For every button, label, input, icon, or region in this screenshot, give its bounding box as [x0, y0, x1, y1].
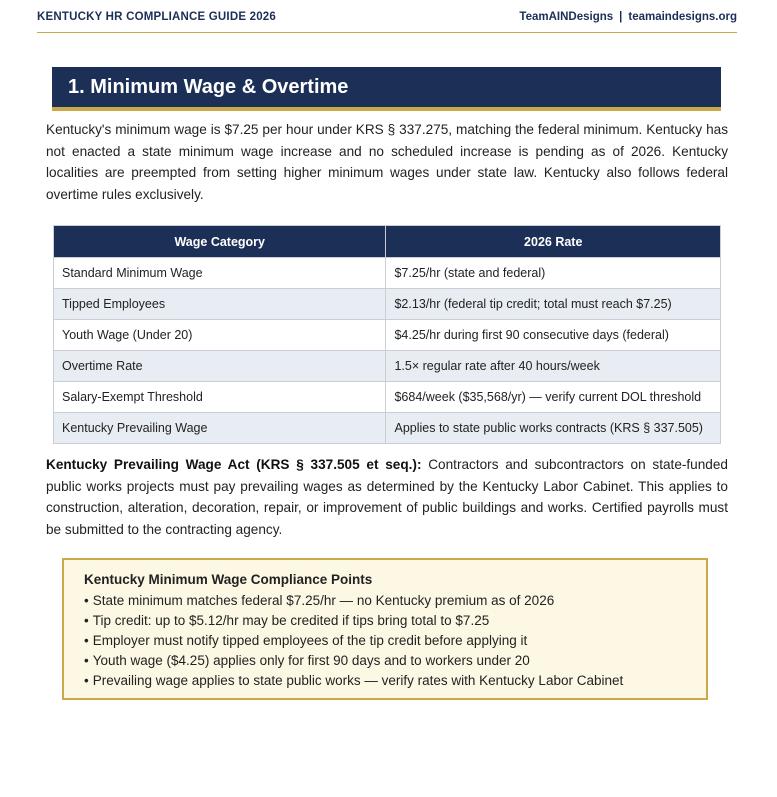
site-link[interactable]: teamaindesigns.org	[628, 11, 737, 23]
section-title: 1. Minimum Wage & Overtime	[68, 76, 349, 98]
prevailing-wage-paragraph	[46, 454, 728, 540]
bullet-icon: •	[84, 633, 89, 648]
table-cell-category: Overtime Rate	[54, 351, 386, 382]
list-item	[84, 651, 623, 671]
table-cell-rate: $2.13/hr (federal tip credit; total must reach $7.25)	[386, 289, 721, 320]
brand-name: TeamAINDesigns	[519, 11, 614, 23]
callout-list	[84, 591, 623, 691]
table-cell-category: Salary-Exempt Threshold	[54, 382, 386, 413]
page-header	[37, 10, 737, 33]
table-cell-rate: $7.25/hr (state and federal)	[386, 258, 721, 289]
list-item	[84, 591, 623, 611]
intro-paragraph: Kentucky's minimum wage is $7.25 per hour under KRS § 337.275, matching the federal minimum. Kentucky has not enacted a state minimum wage increase and no scheduled increase is pending as of 2026. Kentucky localities are preempted from setting higher minimum wages under state law. Kentucky also follows federal overtime rules exclusively.	[46, 122, 728, 202]
column-header-category: Wage Category	[54, 226, 386, 258]
compliance-callout-box	[62, 558, 708, 700]
document-title: KENTUCKY HR COMPLIANCE GUIDE 2026	[37, 11, 276, 23]
list-item-text: Prevailing wage applies to state public works — verify rates with Kentucky Labor Cabinet	[92, 673, 624, 688]
bullet-icon: •	[84, 593, 89, 608]
prevailing-wage-body: Contractors and subcontractors on state-funded public works projects must pay prevailing wages as determined by the Kentucky Labor Cabinet. This applies to construction, alteration, decoration, repair, or improvement of public buildings and works. Certified payrolls must be submitted to the contracting agency.	[46, 457, 728, 537]
table-row	[54, 320, 721, 351]
table-row	[54, 258, 721, 289]
table-cell-category: Tipped Employees	[54, 289, 386, 320]
list-item	[84, 631, 623, 651]
bullet-icon: •	[84, 653, 89, 668]
site-info	[519, 11, 737, 23]
table-header-row	[54, 226, 721, 258]
prevailing-wage-lead: Kentucky Prevailing Wage Act (KRS § 337.505 et seq.):	[46, 457, 422, 472]
callout-title: Kentucky Minimum Wage Compliance Points	[84, 572, 373, 587]
table-row	[54, 351, 721, 382]
header-separator: |	[619, 11, 623, 23]
table-cell-category: Youth Wage (Under 20)	[54, 320, 386, 351]
table-cell-category: Kentucky Prevailing Wage	[54, 413, 386, 444]
column-header-rate: 2026 Rate	[386, 226, 721, 258]
table-cell-rate: $684/week ($35,568/yr) — verify current DOL threshold	[386, 382, 721, 413]
list-item-text: Youth wage ($4.25) applies only for first 90 days and to workers under 20	[92, 653, 530, 668]
list-item-text: State minimum matches federal $7.25/hr — no Kentucky premium as of 2026	[92, 593, 555, 608]
table-cell-rate: Applies to state public works contracts (KRS § 337.505)	[386, 413, 721, 444]
table-row	[54, 382, 721, 413]
bullet-icon: •	[84, 673, 89, 688]
table-cell-category: Standard Minimum Wage	[54, 258, 386, 289]
table-cell-rate: $4.25/hr during first 90 consecutive days (federal)	[386, 320, 721, 351]
wage-table	[53, 225, 721, 444]
list-item	[84, 611, 623, 631]
list-item-text: Employer must notify tipped employees of the tip credit before applying it	[92, 633, 528, 648]
section-heading-bar	[52, 67, 721, 111]
bullet-icon: •	[84, 613, 89, 628]
list-item-text: Tip credit: up to $5.12/hr may be credited if tips bring total to $7.25	[92, 613, 490, 628]
table-row	[54, 413, 721, 444]
table-row	[54, 289, 721, 320]
list-item	[84, 671, 623, 691]
table-cell-rate: 1.5× regular rate after 40 hours/week	[386, 351, 721, 382]
